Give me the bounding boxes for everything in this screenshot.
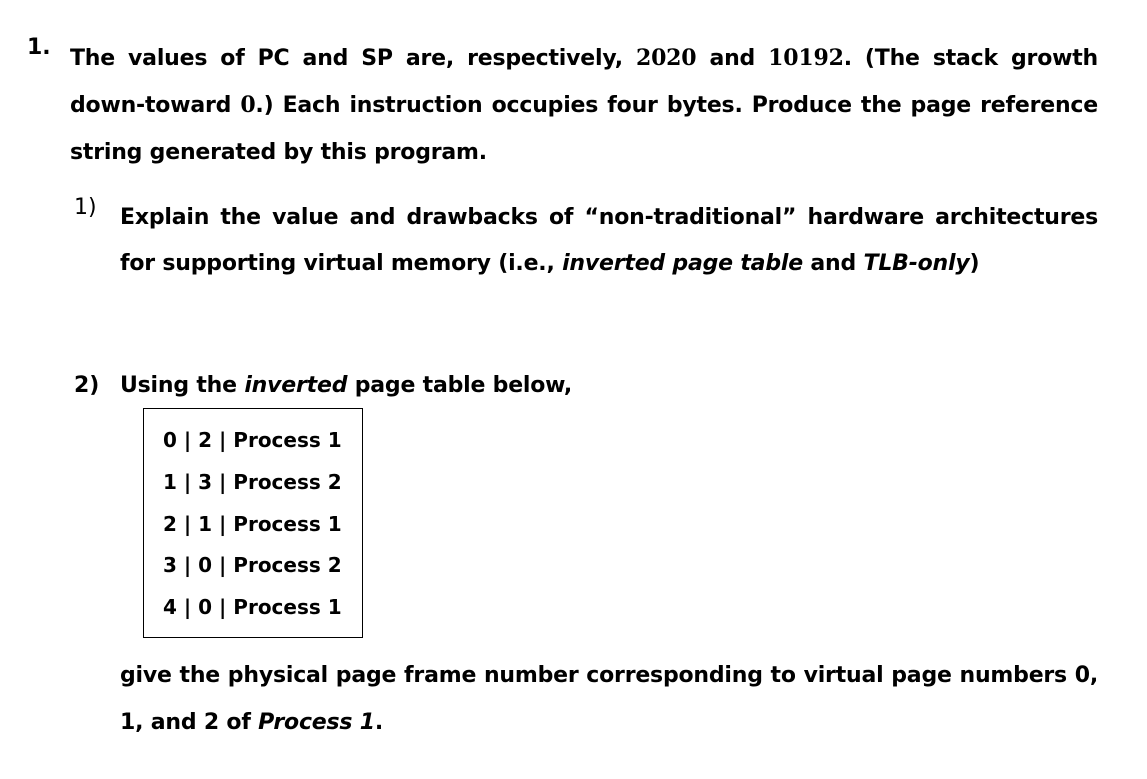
table-row: 3 | 0 | Process 2 <box>163 553 342 577</box>
subquestion-2-cont-a: give the physical page frame number corresponding to virtual page numbers 0, 1, and 2 of <box>120 663 1098 735</box>
subquestion-2-text-b: page table below, <box>347 373 573 398</box>
question-number: 1. <box>27 35 51 60</box>
subquestion-2-number: 2) <box>74 373 100 398</box>
subquestion-2-text-a: Using the <box>120 373 245 398</box>
subquestion-2-cont-b: . <box>374 710 384 735</box>
subquestion-1-text-a: Explain the value and drawbacks of “non-traditional” hardware architectures for supporting virtual memory (i.e., <box>120 205 1098 276</box>
subquestion-2-continuation <box>120 652 1098 746</box>
table-row: 1 | 3 | Process 2 <box>163 470 342 494</box>
table-row: 4 | 0 | Process 1 <box>163 595 342 619</box>
term-tlb-only: TLB-only <box>863 251 970 276</box>
term-inverted-page-table: inverted page table <box>562 251 803 276</box>
question-text <box>70 35 1098 176</box>
term-inverted: inverted <box>244 373 348 398</box>
table-row: 0 | 2 | Process 1 <box>163 428 342 452</box>
subquestion-1-number: 1) <box>74 195 97 220</box>
zero-value: 0 <box>240 92 256 118</box>
question-text-b: and <box>696 46 769 71</box>
term-process-1: Process 1 <box>258 710 375 735</box>
subquestion-2-text <box>120 373 572 398</box>
question-text-c: . (The stack growth down-toward <box>70 46 1099 118</box>
question-text-d: .) Each instruction occupies four bytes. Produce the page reference string generated by this program. <box>70 93 1098 165</box>
subquestion-1-text <box>120 195 1098 287</box>
question-text-a: The values of PC and SP are, respectively, <box>70 46 636 71</box>
sp-value: 10192 <box>768 45 844 71</box>
subquestion-1-text-b: and <box>802 251 864 276</box>
table-row: 2 | 1 | Process 1 <box>163 512 342 536</box>
pc-value: 2020 <box>635 45 697 71</box>
inverted-page-table <box>143 408 363 638</box>
subquestion-1-text-c: ) <box>969 251 980 276</box>
